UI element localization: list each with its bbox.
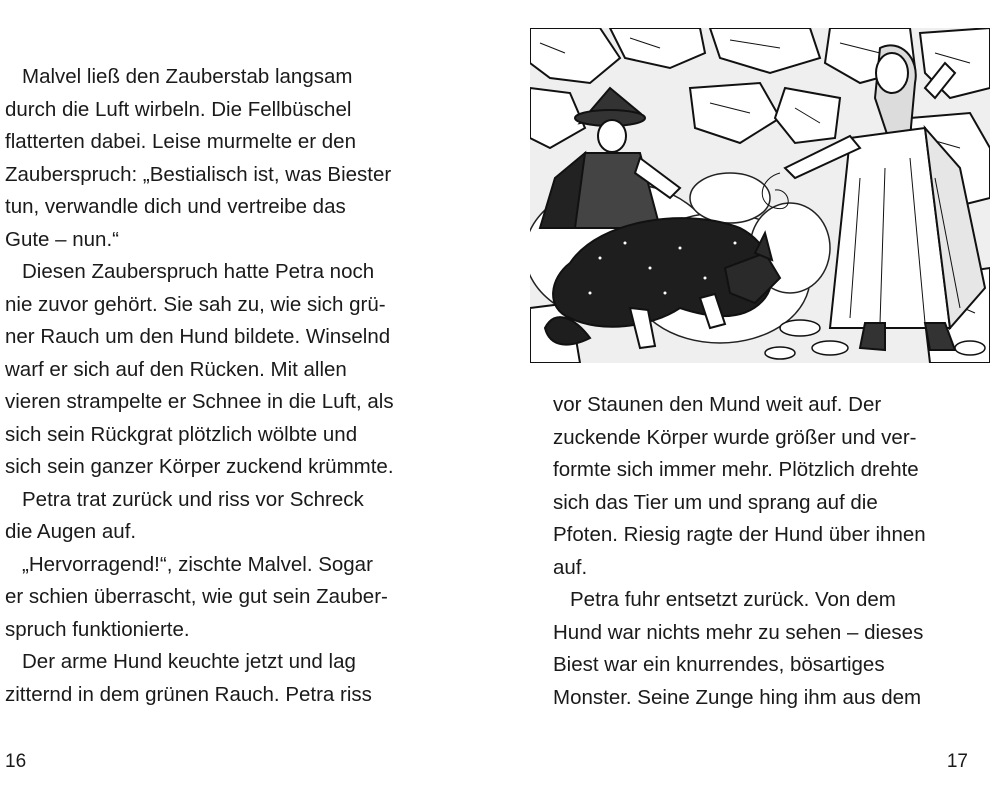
text-line: Pfoten. Riesig ragte der Hund über ihnen (553, 523, 926, 546)
text-line: Zauberspruch: „Bestialisch ist, was Biester (5, 162, 392, 186)
text-line: tun, verwandle dich und vertreibe das (5, 195, 346, 218)
text-line: sich sein ganzer Körper zuckend krümmte. (5, 455, 394, 478)
text-line: formte sich immer mehr. Plötzlich drehte (553, 458, 919, 481)
text-line: sich sein Rückgrat plötzlich wölbte und (5, 422, 358, 446)
text-line: zuckende Körper wurde größer und ver- (553, 425, 917, 449)
text-line: durch die Luft wirbeln. Die Fellbüschel (5, 97, 352, 121)
text-line: sich das Tier um und sprang auf die (553, 490, 878, 514)
illustration (530, 28, 990, 363)
text-line: vor Staunen den Mund weit auf. Der (553, 393, 882, 416)
left-page (0, 0, 480, 800)
text-line: flatterten dabei. Leise murmelte er den (5, 130, 356, 153)
illustration-drawing (530, 28, 990, 363)
text-line: zitternd in dem grünen Rauch. Petra riss (5, 682, 372, 706)
text-line: Malvel ließ den Zauberstab langsam (22, 65, 353, 88)
text-line: er schien überrascht, wie gut sein Zauber- (5, 585, 388, 608)
right-page-text (553, 389, 983, 714)
text-line: ner Rauch um den Hund bildete. Winselnd (5, 325, 391, 348)
text-line: Petra fuhr entsetzt zurück. Von dem (570, 588, 896, 611)
text-line: spruch funktionierte. (5, 617, 190, 641)
text-line: warf er sich auf den Rücken. Mit allen (5, 357, 347, 381)
right-page (500, 0, 1000, 800)
text-line: „Hervorragend!“, zischte Malvel. Sogar (22, 552, 373, 576)
text-line: vieren strampelte er Schnee in die Luft, als (5, 390, 394, 413)
page-number-right: 17 (946, 751, 968, 772)
text-line: auf. (553, 555, 588, 579)
text-line: Der arme Hund keuchte jetzt und lag (22, 650, 356, 673)
text-line: Biest war ein knurrendes, bösartiges (553, 653, 885, 676)
text-line: Diesen Zauberspruch hatte Petra noch (22, 260, 375, 283)
text-line: nie zuvor gehört. Sie sah zu, wie sich grü- (5, 292, 386, 316)
text-line: die Augen auf. (5, 520, 137, 543)
left-page-text (5, 61, 475, 711)
text-line: Gute – nun.“ (5, 227, 119, 251)
text-line: Petra trat zurück und riss vor Schreck (22, 487, 364, 511)
text-line: Hund war nichts mehr zu sehen – dieses (553, 620, 924, 644)
text-line: Monster. Seine Zunge hing ihm aus dem (553, 685, 922, 709)
page-number-left: 16 (5, 751, 27, 772)
